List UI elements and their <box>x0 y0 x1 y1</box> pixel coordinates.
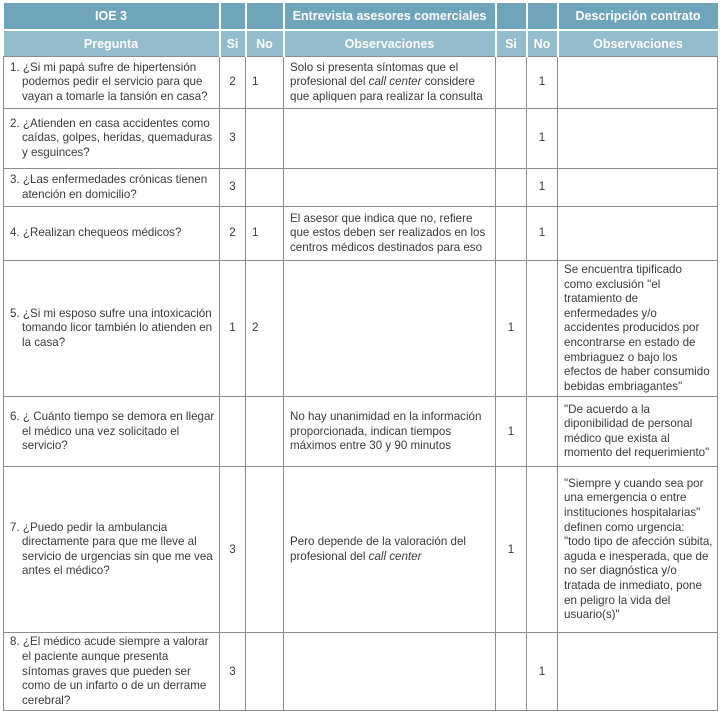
ioe-no-cell <box>246 467 284 633</box>
entrevista-si-cell: 1 <box>496 397 527 467</box>
table-row <box>4 467 718 633</box>
question-cell <box>4 261 220 397</box>
column-header-observaciones: Observaciones <box>284 30 496 57</box>
entrevista-observaciones-cell <box>284 467 496 633</box>
group-header-blank <box>496 3 527 30</box>
entrevista-si-cell: 1 <box>496 467 527 633</box>
question-cell <box>4 467 220 633</box>
column-header-si: Si <box>220 30 246 57</box>
obs-text: El asesor que indica que no, refiere que estos deben ser realizados en los centros médicos destinados para eso <box>290 211 486 254</box>
question-cell <box>4 207 220 261</box>
obs-text-post: considere que apliquen para realizar la consulta <box>290 75 483 103</box>
ioe-no-cell <box>246 633 284 711</box>
group-header-blank <box>527 3 558 30</box>
descripcion-cell <box>558 169 718 207</box>
column-header-no: No <box>527 30 558 57</box>
obs-text: No hay unanimidad en la información proporcionada, indican tiempos máximos entre 30 y 90 minutos <box>290 409 482 453</box>
column-header-no: No <box>246 30 284 57</box>
question-text: 5. ¿Si mi esposo sufre una intoxicación tomando licor también lo atienden en la casa? <box>10 306 213 349</box>
table-row <box>4 397 718 467</box>
ioe-si-cell <box>220 397 246 467</box>
entrevista-observaciones-cell <box>284 109 496 169</box>
question-cell <box>4 57 220 109</box>
entrevista-observaciones-cell <box>284 397 496 467</box>
entrevista-no-cell: 1 <box>527 633 558 711</box>
ioe-si-cell: 2 <box>220 207 246 261</box>
ioe-no-cell <box>246 397 284 467</box>
group-header-blank <box>246 3 284 30</box>
ioe-si-cell: 3 <box>220 169 246 207</box>
group-header-row <box>4 3 718 30</box>
obs-emphasis: call center <box>368 75 422 89</box>
obs-emphasis: call center <box>368 549 422 563</box>
question-cell <box>4 169 220 207</box>
group-header-descripcion: Descripción contrato <box>558 3 718 30</box>
entrevista-si-cell <box>496 57 527 109</box>
entrevista-no-cell <box>527 261 558 397</box>
column-header-si: Si <box>496 30 527 57</box>
question-text: 7. ¿Puedo pedir la ambulancia directamente para que me lleve al servicio de urgencias sin que me vea antes el médico? <box>10 520 213 578</box>
ioe-no-cell: 1 <box>246 57 284 109</box>
entrevista-si-cell <box>496 633 527 711</box>
entrevista-no-cell: 1 <box>527 109 558 169</box>
question-text: 2. ¿Atienden en casa accidentes como caídas, golpes, heridas, quemaduras y esguinces? <box>10 116 213 159</box>
ioe-si-cell: 3 <box>220 633 246 711</box>
column-header-row <box>4 30 718 57</box>
group-header-ioe: IOE 3 <box>4 3 220 30</box>
question-cell <box>4 397 220 467</box>
ioe-no-cell <box>246 169 284 207</box>
entrevista-observaciones-cell <box>284 633 496 711</box>
question-text: 1. ¿Si mi papá sufre de hipertensión podemos pedir el servicio para que vayan a tomarle la tansión en casa? <box>10 60 208 103</box>
entrevista-si-cell: 1 <box>496 261 527 397</box>
question-cell <box>4 633 220 711</box>
ioe-si-cell: 3 <box>220 109 246 169</box>
entrevista-observaciones-cell <box>284 207 496 261</box>
question-text: 4. ¿Realizan chequeos médicos? <box>10 226 182 240</box>
obs-text: Pero depende de la valoración del profesional del <box>290 535 466 563</box>
question-cell <box>4 109 220 169</box>
ioe-si-cell: 1 <box>220 261 246 397</box>
entrevista-observaciones-cell <box>284 169 496 207</box>
descripcion-cell <box>558 57 718 109</box>
descripcion-cell <box>558 109 718 169</box>
ioe-si-cell: 3 <box>220 467 246 633</box>
group-header-entrevista: Entrevista asesores comerciales <box>284 3 496 30</box>
column-header-pregunta: Pregunta <box>4 30 220 57</box>
group-header-blank <box>220 3 246 30</box>
entrevista-no-cell: 1 <box>527 207 558 261</box>
table-row <box>4 109 718 169</box>
column-header-observaciones: Observaciones <box>558 30 718 57</box>
question-text: 8. ¿El médico acude siempre a valorar el paciente aunque presenta síntomas graves que pueden ser como de un infarto o de un derrame cerebral? <box>10 635 209 707</box>
entrevista-no-cell <box>527 397 558 467</box>
table-row <box>4 207 718 261</box>
question-text: 3. ¿Las enfermedades crónicas tienen atención en domicilio? <box>10 172 208 201</box>
entrevista-no-cell <box>527 467 558 633</box>
ioe-no-cell <box>246 109 284 169</box>
descripcion-cell: "De acuerdo a la diponibilidad de personal médico que exista al momento del requerimiento" <box>558 397 718 467</box>
table-row <box>4 169 718 207</box>
descripcion-cell: Se encuentra tipificado como exclusión "el tratamiento de enfermedades y/o accidentes producidos por encontrarse en estado de embriaguez o bajo los efectos de haber consumido bebidas embriagantes" <box>558 261 718 397</box>
ioe-si-cell: 2 <box>220 57 246 109</box>
table-row <box>4 633 718 711</box>
entrevista-no-cell: 1 <box>527 169 558 207</box>
entrevista-observaciones-cell <box>284 261 496 397</box>
ioe-no-cell: 1 <box>246 207 284 261</box>
comparison-table <box>3 3 718 711</box>
question-text: 6. ¿ Cuánto tiempo se demora en llegar el médico una vez solicitado el servicio? <box>10 409 215 453</box>
entrevista-si-cell <box>496 169 527 207</box>
descripcion-cell <box>558 207 718 261</box>
ioe-no-cell: 2 <box>246 261 284 397</box>
obs-text: Solo si presenta síntomas que el profesional del <box>290 60 459 89</box>
table-row <box>4 57 718 109</box>
entrevista-no-cell: 1 <box>527 57 558 109</box>
entrevista-si-cell <box>496 207 527 261</box>
table-row <box>4 261 718 397</box>
descripcion-cell <box>558 633 718 711</box>
descripcion-cell: "Siempre y cuando sea por una emergencia o entre instituciones hospitalarias" definen como urgencia: "todo tipo de afección súbita, aguda e inesperada, que de no ser diagnóstica y/o tratada de inmediato, pone en peligro la vida del usuario(s)" <box>558 467 718 633</box>
entrevista-si-cell <box>496 109 527 169</box>
entrevista-observaciones-cell <box>284 57 496 109</box>
